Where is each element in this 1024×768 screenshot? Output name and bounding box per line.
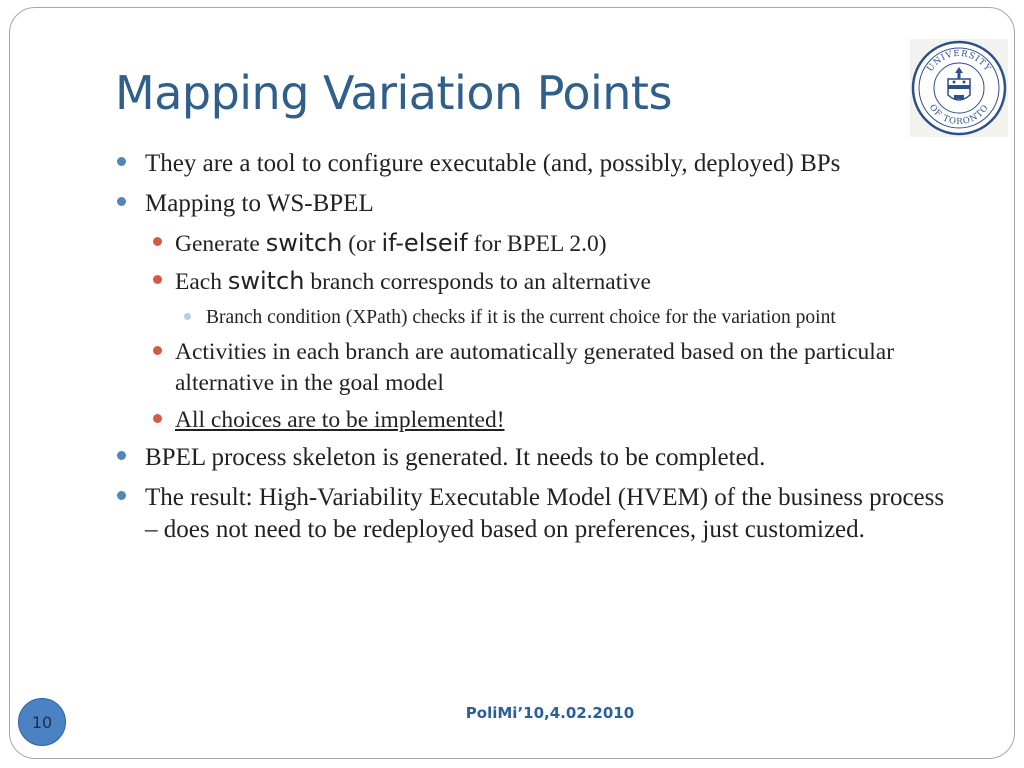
text-segment: Generate [175, 231, 266, 257]
slide-title: Mapping Variation Points [115, 66, 672, 120]
bullet-configure-tool [115, 148, 945, 180]
sub-bullet-dot-icon [153, 237, 162, 246]
bullet-dot-icon [117, 451, 126, 460]
sub-bullet-switch-branch [115, 266, 945, 298]
bullet-dot-icon [117, 197, 126, 206]
bullet-text: They are a tool to configure executable (and, possibly, deployed) BPs [145, 150, 841, 177]
bullet-mapping-ws-bpel [115, 188, 945, 220]
text-segment: for BPEL 2.0) [467, 231, 607, 257]
text-segment: (or [342, 231, 382, 257]
code-keyword-if-elseif: if-elseif [381, 229, 468, 257]
slide-number-badge [18, 698, 66, 746]
sub-bullet-dot-icon [153, 275, 162, 284]
svg-text:UNIVERSITY: UNIVERSITY [925, 48, 993, 74]
bullet-text: The result: High-Variability Executable Model (HVEM) of the business process – does not need to be redeployed based on preferences, just customized. [145, 484, 945, 543]
sub-bullet-generate-switch [115, 228, 945, 260]
text-segment: Each [175, 269, 228, 295]
sub-bullet-dot-icon [153, 414, 162, 423]
university-of-toronto-seal-icon [910, 39, 1008, 137]
sub-bullet-activities-generated [115, 337, 945, 399]
slide-body [115, 148, 945, 554]
code-keyword-switch: switch [227, 267, 305, 295]
bullet-text: Branch condition (XPath) checks if it is the current choice for the variation point [206, 307, 836, 328]
svg-text:OF TORONTO: OF TORONTO [926, 102, 992, 128]
sub-bullet-all-choices [115, 405, 945, 436]
text-segment: branch corresponds to an alternative [304, 269, 651, 295]
bullet-skeleton-generated [115, 442, 945, 474]
bullet-hvem-result [115, 482, 945, 546]
bullet-text: BPEL process skeleton is generated. It needs to be completed. [145, 444, 766, 471]
bullet-dot-icon [117, 157, 126, 166]
bullet-text-underlined: All choices are to be implemented! [175, 407, 505, 433]
sub-sub-bullet-dot-icon [184, 313, 191, 320]
slide-number: 10 [31, 712, 53, 732]
bullet-text: Mapping to WS-BPEL [145, 190, 374, 217]
sub-sub-bullet-branch-condition [115, 304, 945, 331]
bullet-dot-icon [117, 491, 126, 500]
sub-bullet-dot-icon [153, 346, 162, 355]
code-keyword-switch: switch [265, 229, 343, 257]
bullet-text: Activities in each branch are automatically generated based on the particular alternative in the goal model [175, 339, 895, 396]
footer-text: PoliMi’10,4.02.2010 [465, 704, 635, 722]
seal-svg [910, 39, 1008, 137]
